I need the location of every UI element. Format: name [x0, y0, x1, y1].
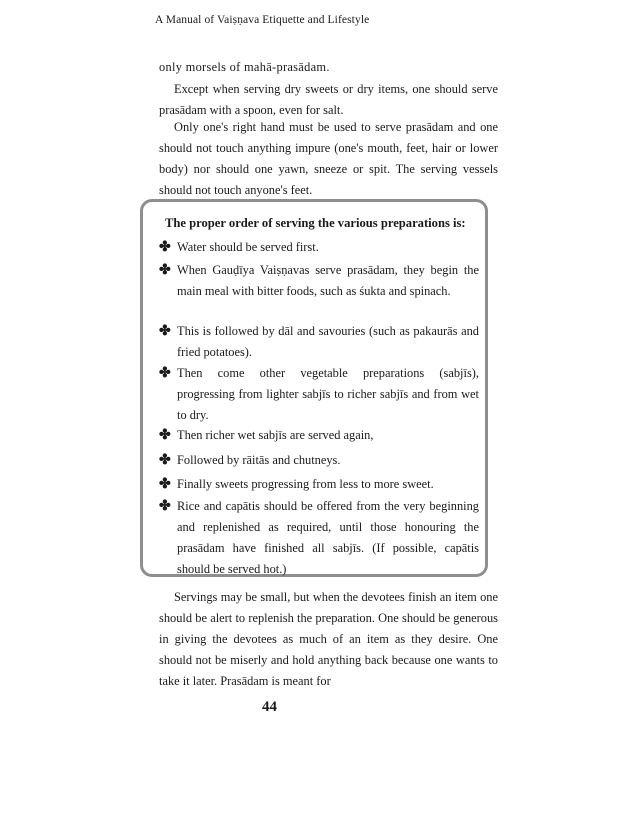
list-item-text: Then come other vegetable preparations (sabjīs), progressing from lighter sabjīs to richer sabjīs and from wet to dry.	[177, 366, 479, 422]
cross-bullet-icon: ✤	[159, 366, 171, 381]
box-title: The proper order of serving the various preparations is:	[165, 216, 466, 230]
list-item	[159, 363, 479, 426]
paragraph-right-hand: Only one's right hand must be used to serve prasādam and one should not touch anything impure (one's mouth, feet, hair or lower body) nor should one yawn, sneeze or spit. The serving vessels should not touch anyone's feet.	[159, 120, 498, 197]
cross-bullet-icon: ✤	[159, 453, 171, 468]
list-item-text: Then richer wet sabjīs are served again,	[177, 428, 374, 442]
list-item	[159, 425, 479, 446]
list-item	[159, 260, 479, 302]
paragraph-serving-spoon: Except when serving dry sweets or dry items, one should serve prasādam with a spoon, even for salt.	[159, 82, 498, 117]
list-item	[159, 474, 479, 495]
list-item-text: Water should be served first.	[177, 240, 319, 254]
list-item	[159, 450, 479, 471]
paragraph-servings: Servings may be small, but when the devotees finish an item one should be alert to replenish the preparation. One should be generous in giving the devotees as much of an item as they desire. One should not be miserly and hold anything back because one wants to take it later. Prasādam is meant for	[159, 590, 498, 688]
running-header: A Manual of Vaiṣṇava Etiquette and Lifestyle	[155, 14, 370, 26]
cross-bullet-icon: ✤	[159, 263, 171, 278]
cross-bullet-icon: ✤	[159, 477, 171, 492]
list-item-text: Followed by rāitās and chutneys.	[177, 453, 341, 467]
list-item-text: Rice and capātis should be offered from the very beginning and replenished as required, until those honouring the prasādam have finished all sabjīs. (If possible, capātis should be served hot.)	[177, 499, 479, 576]
list-item	[159, 496, 479, 580]
list-item-text: When Gauḍīya Vaiṣṇavas serve prasādam, they begin the main meal with bitter foods, such as śukta and spinach.	[177, 263, 479, 298]
paragraph-continuation: only morsels of mahā-prasādam.	[159, 60, 330, 74]
cross-bullet-icon: ✤	[159, 240, 171, 255]
serving-order-box	[140, 199, 488, 577]
list-item-text: Finally sweets progressing from less to more sweet.	[177, 477, 434, 491]
cross-bullet-icon: ✤	[159, 428, 171, 443]
list-item	[159, 321, 479, 363]
list-item-text: This is followed by dāl and savouries (such as pakaurās and fried potatoes).	[177, 324, 479, 359]
cross-bullet-icon: ✤	[159, 499, 171, 514]
page-number: 44	[262, 699, 277, 715]
cross-bullet-icon: ✤	[159, 324, 171, 339]
list-item	[159, 237, 479, 258]
